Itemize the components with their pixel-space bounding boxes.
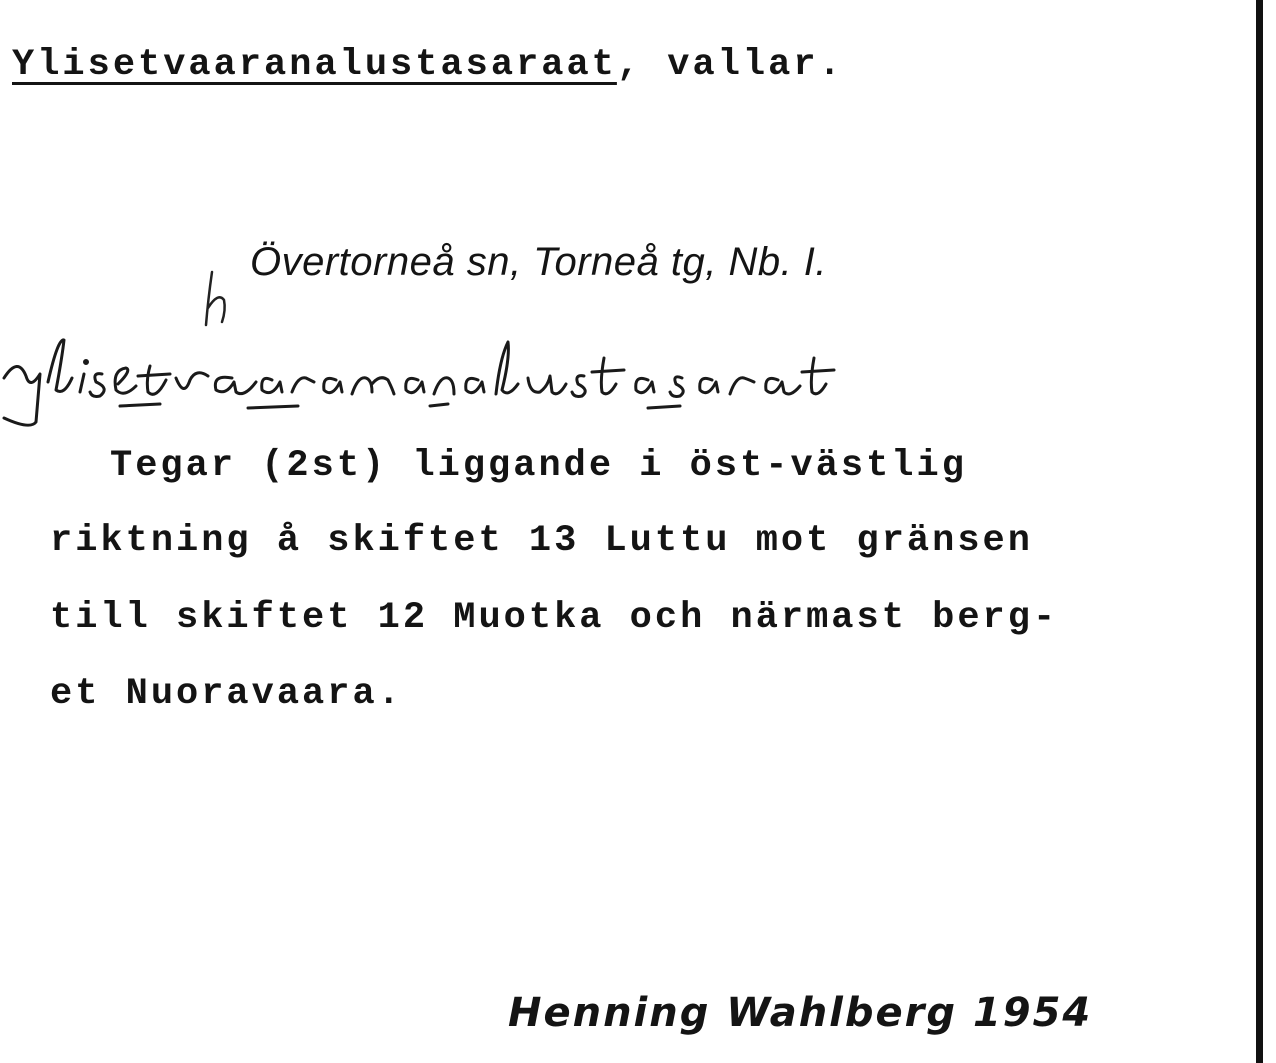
location-stamp: Övertorneå sn, Torneå tg, Nb. I. bbox=[250, 240, 828, 284]
description-line: riktning å skiftet 13 Luttu mot gränsen bbox=[50, 520, 1033, 562]
card-edge-border bbox=[1256, 0, 1263, 1063]
collector-signature: Henning Wahlberg 1954 bbox=[508, 990, 1093, 1036]
headword-line bbox=[12, 44, 844, 86]
headword-suffix: , vallar. bbox=[616, 44, 844, 86]
description-line: et Nuoravaara. bbox=[50, 673, 403, 715]
description-line: Tegar (2st) liggande i öst-västlig bbox=[110, 445, 967, 487]
headword: Ylisetvaaranalustasaraat bbox=[12, 44, 617, 86]
description-line: till skiftet 12 Muotka och närmast berg- bbox=[50, 597, 1059, 639]
handwritten-form bbox=[0, 318, 1000, 428]
